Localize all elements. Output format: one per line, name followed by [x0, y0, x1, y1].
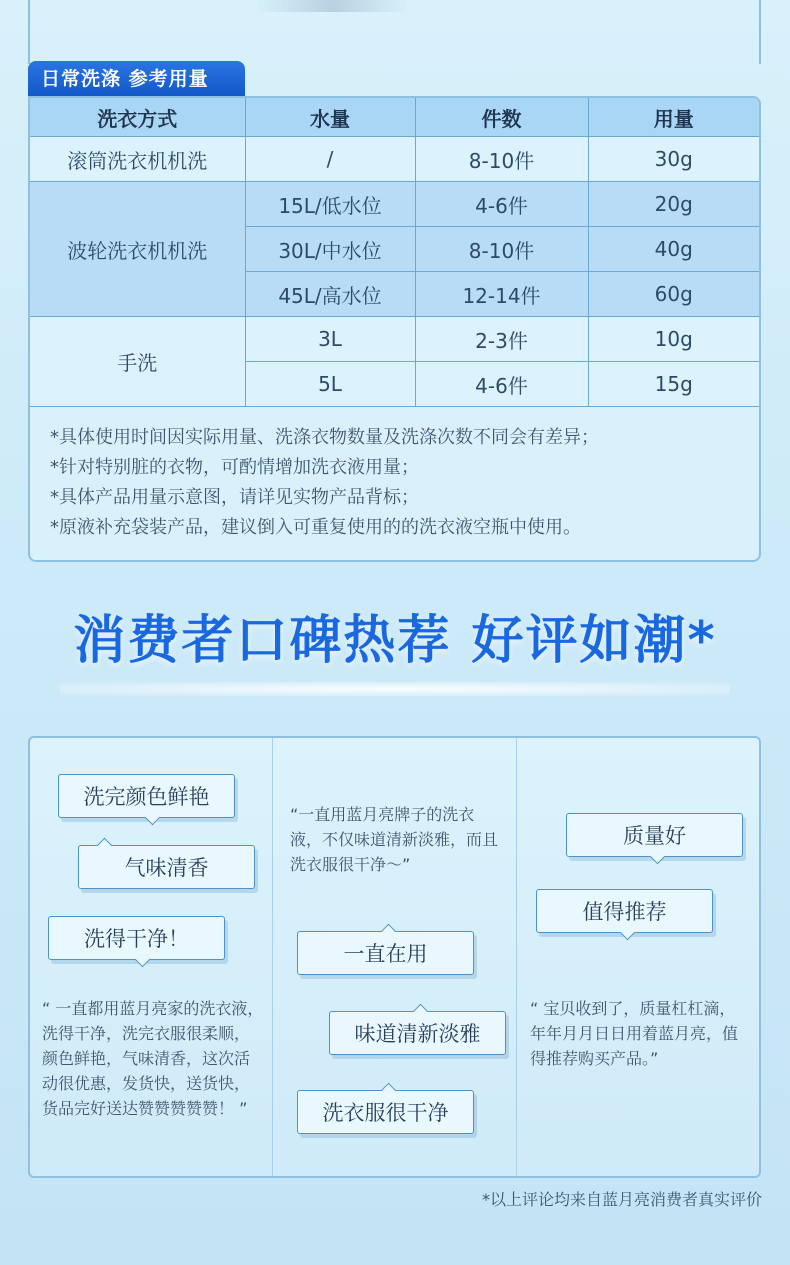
dose-cell: 40g — [588, 227, 759, 272]
table-header-row — [30, 98, 759, 137]
review-tag-label: 一直在用 — [343, 942, 428, 966]
review-quote: “一直用蓝月亮牌子的洗衣液，不仅味道清新淡雅，而且洗衣服很干净～” — [290, 805, 499, 874]
method-cell: 波轮洗衣机机洗 — [30, 182, 245, 317]
water-cell: 30L/中水位 — [245, 227, 415, 272]
review-tag-label: 洗完颜色鲜艳 — [83, 785, 210, 809]
speech-pointer — [145, 810, 161, 826]
review-tag — [48, 916, 225, 960]
speech-pointer — [620, 925, 636, 941]
note-line: *具体使用时间因实际用量、洗涤衣物数量及洗涤次数不同会有差异； — [50, 427, 599, 448]
speech-pointer — [413, 1004, 429, 1020]
table-row — [30, 182, 759, 227]
pieces-cell: 4-6件 — [415, 182, 588, 227]
pieces-cell: 8-10件 — [415, 137, 588, 182]
headline-glow — [60, 682, 730, 696]
review-tag-label: 气味清香 — [124, 856, 209, 880]
dose-cell: 30g — [588, 137, 759, 182]
pieces-cell: 8-10件 — [415, 227, 588, 272]
dose-cell: 15g — [588, 362, 759, 407]
pieces-cell: 2-3件 — [415, 317, 588, 362]
dose-cell: 10g — [588, 317, 759, 362]
header-dose: 用量 — [588, 98, 759, 137]
header-method: 洗衣方式 — [30, 98, 245, 137]
method-cell: 手洗 — [30, 317, 245, 407]
column-divider — [272, 738, 273, 1176]
review-tag — [78, 845, 255, 889]
water-cell: 15L/低水位 — [245, 182, 415, 227]
review-tag-label: 质量好 — [623, 824, 686, 848]
speech-pointer — [650, 849, 666, 865]
column-divider — [516, 738, 517, 1176]
dosage-table-panel — [28, 96, 761, 562]
review-tag-label: 洗得干净！ — [84, 927, 189, 951]
reviews-footnote: *以上评论均来自蓝月亮消费者真实评价 — [481, 1190, 762, 1209]
dosage-table — [30, 98, 759, 407]
reviews-panel — [28, 736, 761, 1178]
review-tag-label: 值得推荐 — [582, 900, 667, 924]
pieces-cell: 4-6件 — [415, 362, 588, 407]
water-cell: / — [245, 137, 415, 182]
review-tag — [297, 1090, 474, 1134]
water-cell: 45L/高水位 — [245, 272, 415, 317]
speech-pointer — [97, 838, 113, 854]
speech-pointer — [381, 1083, 397, 1099]
review-tag — [297, 931, 474, 975]
water-cell: 3L — [245, 317, 415, 362]
section-tab: 日常洗涤 参考用量 — [28, 61, 245, 97]
review-tag — [566, 813, 743, 857]
review-quote: “ 宝贝收到了，质量杠杠滴，年年月月日日用着蓝月亮，值得推荐购买产品。” — [530, 999, 739, 1068]
review-tag — [329, 1011, 506, 1055]
note-line: *原液补充袋装产品，建议倒入可重复使用的的洗衣液空瓶中使用。 — [50, 517, 581, 538]
dose-cell: 60g — [588, 272, 759, 317]
header-pieces: 件数 — [415, 98, 588, 137]
dose-cell: 20g — [588, 182, 759, 227]
speech-pointer — [135, 952, 151, 968]
water-cell: 5L — [245, 362, 415, 407]
pieces-cell: 12-14件 — [415, 272, 588, 317]
review-tag — [536, 889, 713, 933]
review-quote: “ 一直都用蓝月亮家的洗衣液，洗得干净，洗完衣服很柔顺，颜色鲜艳，气味清香，这次活动很优惠，发货快，送货快，货品完好送达赞赞赞赞赞！ ” — [42, 999, 264, 1118]
table-row — [30, 317, 759, 362]
review-tag-label: 洗衣服很干净 — [322, 1101, 449, 1125]
reviews-headline: 消费者口碑热荐 好评如潮* — [73, 611, 717, 671]
method-cell: 滚筒洗衣机机洗 — [30, 137, 245, 182]
header-water: 水量 — [245, 98, 415, 137]
review-tag-label: 味道清新淡雅 — [354, 1022, 481, 1046]
note-line: *针对特别脏的衣物，可酌情增加洗衣液用量； — [50, 457, 419, 478]
top-decoration — [255, 0, 410, 12]
review-tag — [58, 774, 235, 818]
table-row — [30, 137, 759, 182]
usage-notes — [30, 407, 759, 543]
note-line: *具体产品用量示意图，请详见实物产品背标； — [50, 487, 419, 508]
speech-pointer — [381, 924, 397, 940]
